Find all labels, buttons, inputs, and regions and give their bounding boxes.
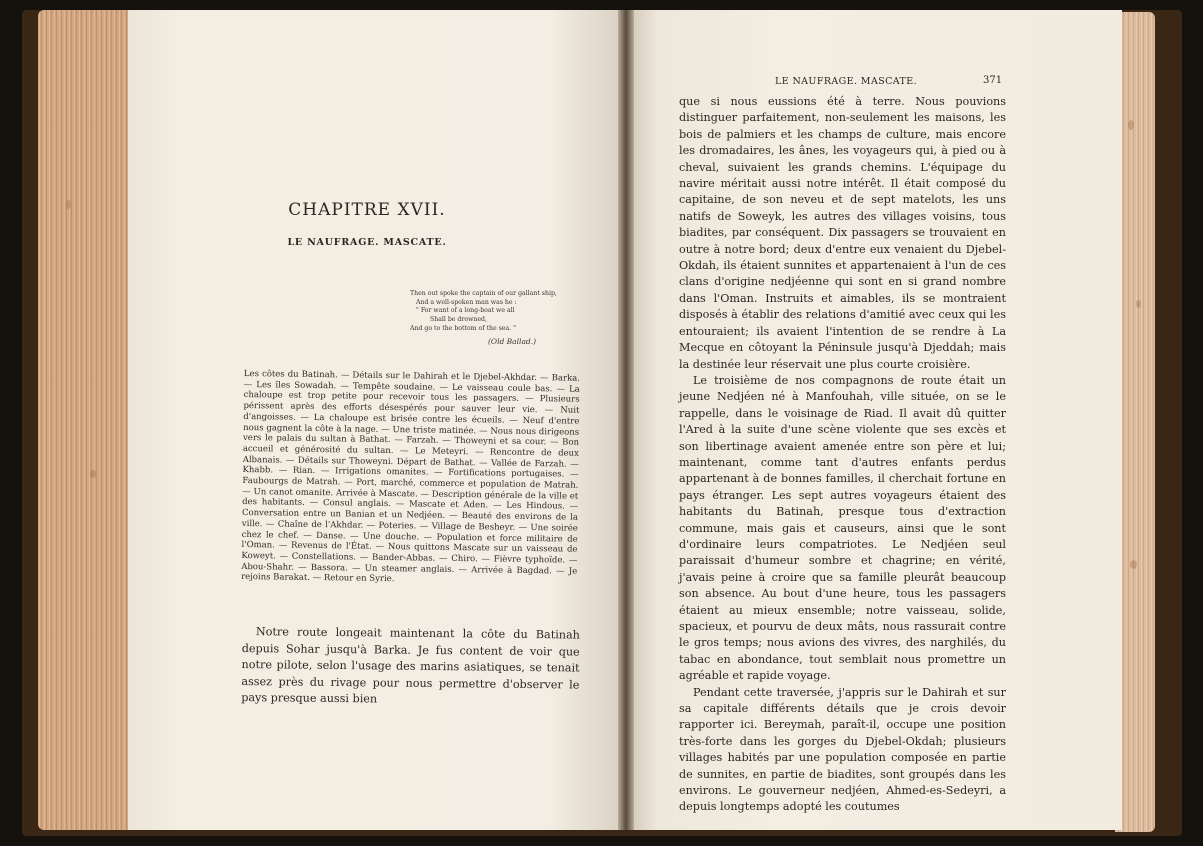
running-head: LE NAUFRAGE. MASCATE. (775, 76, 918, 87)
paragraph: Pendant cette traversée, j'appris sur le Dahirah et sur sa capitale différents détails que je crois devoir rapporter ici. Bereymah, paraît-il, occupe une position très-forte dans les gorges du Djebel-Okdah; plusieurs villages habités par une population composée en partie de sunnites, en partie de biadites, sont groupés dans les environs. Le gouverneur nedjéen, Ahmed-es-Sedeyri, a depuis longtemps adopté les coutumes (679, 685, 1006, 814)
foxing-stain (90, 470, 96, 478)
epigraph-source: (Old Ballad.) (488, 337, 537, 346)
body-text-right (679, 94, 1006, 816)
epigraph-line: And a well-spoken man was he : (416, 298, 517, 306)
epigraph (410, 290, 590, 334)
foxing-stain (66, 200, 71, 209)
book-gutter (618, 10, 634, 830)
foxing-stain (1130, 560, 1137, 569)
epigraph-line: Then out spoke the captain of our gallant ship, (410, 290, 557, 297)
epigraph-line: Shall be drowned, (430, 316, 487, 324)
body-text-left: Notre route longeait maintenant la côte du Batinah depuis Sohar jusqu'à Barka. Je fus content de voir que notre pilote, selon l'usage des marins asiatiques, se tenait assez près du rivage pour nous permettre d'observer le pays presque aussi bien (241, 625, 580, 706)
paragraph: que si nous eussions été à terre. Nous pouvions distinguer parfaitement, non-seulement les maisons, les bois de palmiers et les champs de culture, mais encore les dromadaires, les ânes, les voyageurs qui, à pied ou à cheval, suivaient les grands chemins. L'équipage du navire méritait aussi notre intérêt. Il était composé du capitaine, de son neveu et de sept matelots, les uns natifs de Soweyk, les autres des villages voisins, tous biadites, par conséquent. Dix passagers se trouvaient en outre à notre bord; deux d'entre eux venaient du Djebel-Okdah, ils étaient sunnites et appartenaient à l'un de ces clans d'origine nedjéenne qui sont en si grand nombre dans l'Oman. Instruits et aimables, ils se montraient disposés à établir des relations d'amitié avec ceux qui les entouraient; ils avaient l'intention de se rendre à La Mecque en côtoyant la Péninsule jusqu'à Djeddah; mais la destinée leur réservait une plus courte croisière. (679, 95, 1006, 371)
page-edges-left (38, 10, 138, 830)
foxing-stain (1128, 120, 1134, 130)
epigraph-line: " For want of a long-boat we all (416, 307, 515, 315)
foxing-stain (1136, 300, 1141, 308)
chapter-subtitle: LE NAUFRAGE. MASCATE. (287, 237, 447, 248)
paragraph: Le troisième de nos compagnons de route était un jeune Nedjéen né à Manfouhah, ville située, on se le rappelle, dans le voisinage de Riad. Il avait dû quitter l'Ared à la suite d'une scène violente que ses excès et son libertinage avaient amenée entre son père et lui; maintenant, comme tant d'autres enfants perdus appartenant à de bonnes familles, il cherchait fortune en pays étranger. Les sept autres voyageurs étaient des habitants du Batinah, presque tous d'extraction commune, mais gais et causeurs, ainsi que le sont d'ordinaire leurs compatriotes. Le Nedjéen seul paraissait d'humeur sombre et chagrine; en vérité, j'avais peine à croire que sa famille pleurât beaucoup son absence. Au bout d'une heure, tous les passagers étaient au mieux ensemble; notre vaisseau, solide, spacieux, et pourvu de deux mâts, nous rassurait contre le gros temps; nous avions des vivres, des narghilés, du tabac en abondance, tout semblait nous promettre un agréable et rapide voyage. (679, 373, 1006, 683)
page-number: 371 (983, 75, 1003, 86)
chapter-summary: Les côtes du Batinah. — Détails sur le Dahirah et le Djebel-Akhdar. — Barka. — Les îles Sowadah. — Tempête soudaine. — Le vaisseau coule bas. — La chaloupe est trop petite pour recevoir tous les passagers. — Plusieurs périssent après des efforts désespérés pour sauver leur vie. — Nuit d'angoisses. — La chaloupe est brisée contre les écueils. — Neuf d'entre nous gagnent la côte à la nage. — Une triste matinée. — Nous nous dirigeons vers le palais du sultan à Bathat. — Farzah. — Thoweyni et sa cour. — Bon accueil et générosité du sultan. — Le Meteyri. — Rencontre de deux Albanais. — Détails sur Thoweyni. Départ de Bathat. — Vallée de Farzah. — Khabb. — Rian. — Irrigations omanites. — Fortifications portugaises. — Faubourgs de Matrah. — Port, marché, commerce et population de Matrah. — Un canot omanite. Arrivée à Mascate. — Description générale de la ville et des habitants. — Consul anglais. — Mascate et Aden. — Les Hindous. — Conversation entre un Banian et un Nedjéen. — Beauté des environs de la ville. — Chaîne de l'Akhdar. — Poteries. — Village de Besheyr. — Une soirée chez le chef. — Danse. — Une douche. — Population et force militaire de l'Oman. — Revenus de l'État. — Nous quittons Mascate sur un vaisseau de Koweyt. — Constellations. — Bander-Abbas. — Chiro. — Fièvre typhoïde. — Abou-Shahr. — Bassora. — Un steamer anglais. — Arrivée à Bagdad. — Je rejoins Barakat. — Retour en Syrie. (241, 369, 580, 585)
chapter-title: CHAPITRE XVII. (288, 200, 446, 220)
epigraph-line: And go to the bottom of the sea. " (410, 324, 516, 332)
